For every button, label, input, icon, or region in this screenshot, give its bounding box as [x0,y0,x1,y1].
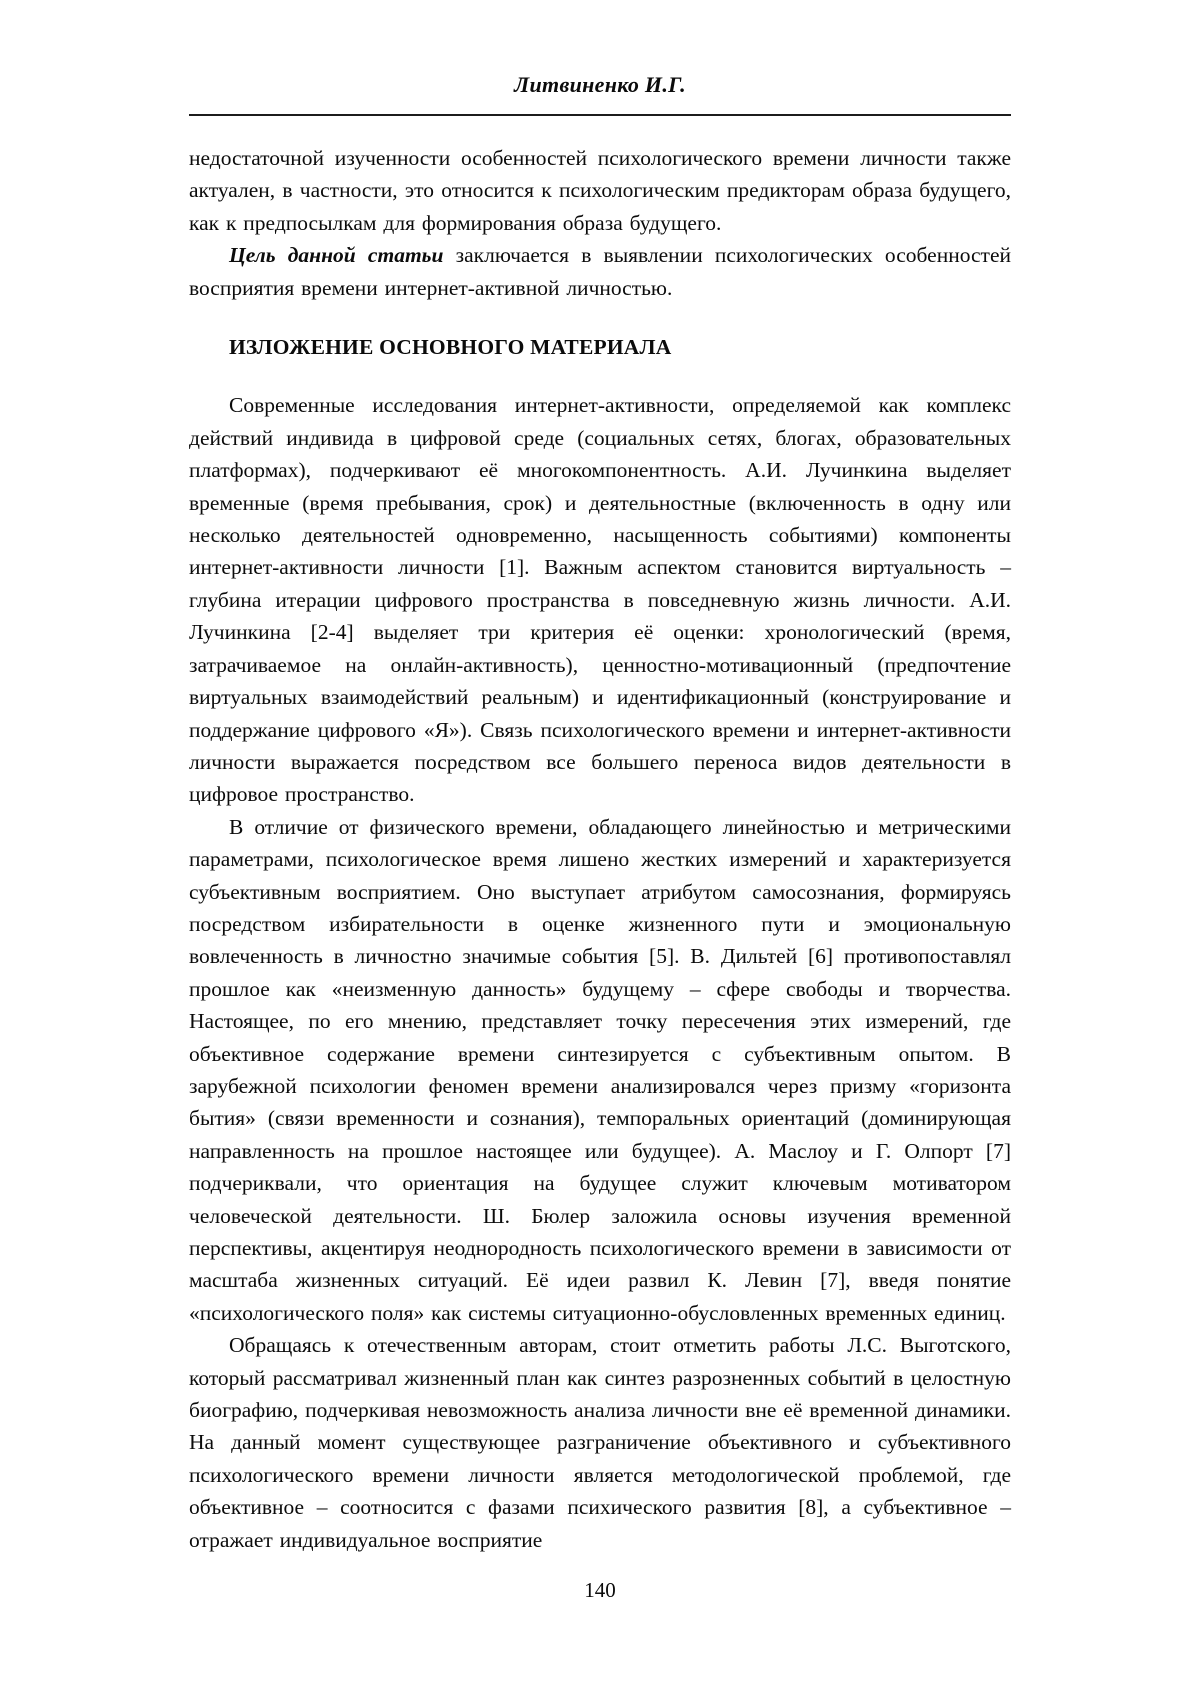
goal-paragraph-text: заключается в выявлении психологических особенностей восприятия времени интернет-активной личностью. [189,243,1011,300]
section-heading: ИЗЛОЖЕНИЕ ОСНОВНОГО МАТЕРИАЛА [229,335,672,360]
running-header [189,0,1011,98]
goal-lead-in: Цель данной статьи [229,243,444,268]
goal-paragraph [189,239,1011,304]
article-body [189,142,1011,1556]
page-number: 140 [584,1578,616,1603]
intro-paragraph-continuation: недостаточной изученности особенностей психологического времени личности также актуален, в частности, это относится к психологическим предикторам образа будущего, как к предпосылкам для формирования образа будущего. [189,146,1011,235]
header-divider [189,114,1011,116]
page-footer [189,1578,1011,1603]
author-name: Литвиненко И.Г. [514,72,686,97]
body-paragraph: В отличие от физического времени, обладающего линейностью и метрическими параметрами, психологическое время лишено жестких измерений и характеризуется субъективным восприятием. Оно выступает атрибутом самосознания, формируясь посредством избирательности в оценке жизненного пути и эмоциональную вовлеченность в личностно значимые события [5]. В. Дильтей [6] противопоставлял прошлое как «неизменную данность» будущему – сфере свободы и творчества. Настоящее, по его мнению, представляет точку пересечения этих измерений, где объективное содержание времени синтезируется с субъективным опытом. В зарубежной психологии феномен времени анализировался через призму «горизонта бытия» (связи временности и сознания), темпоральных ориентаций (доминирующая направленность на прошлое настоящее или будущее). А. Маслоу и Г. Олпорт [7] подчериквали, что ориентация на будущее служит ключевым мотиватором человеческой деятельности. Ш. Бюлер заложила основы изучения временной перспективы, акцентируя неоднородность психологического времени в зависимости от масштаба жизненных ситуаций. Её идеи развил К. Левин [7], введя понятие «психологического поля» как системы ситуационно-обусловленных временных единиц. [189,814,1011,1325]
body-paragraph: Обращаясь к отечественным авторам, стоит отметить работы Л.С. Выготского, который рассматривал жизненный план как синтез разрозненных событий в целостную биографию, подчеркивая невозможность анализа личности вне её временной динамики. На данный момент существующее разграничение объективного и субъективного психологического времени личности является методологической проблемой, где объективное – соотносится с фазами психического развития [8], а субъективное – отражает индивидуальное восприятие [189,1333,1011,1552]
body-paragraph: Современные исследования интернет-активности, определяемой как комплекс действий индивида в цифровой среде (социальных сетях, блогах, образовательных платформах), подчеркивают её многокомпонентность. А.И. Лучинкина выделяет временные (время пребывания, срок) и деятельностные (включенность в одну или несколько деятельностей одновременно, насыщенность событиями) компоненты интернет-активности личности [1]. Важным аспектом становится виртуальность – глубина итерации цифрового пространства в повседневную жизнь личности. А.И. Лучинкина [2-4] выделяет три критерия её оценки: хронологический (время, затрачиваемое на онлайн-активность), ценностно-мотивационный (предпочтение виртуальных взаимодействий реальным) и идентификационный (конструирование и поддержание цифрового «Я»). Связь психологического времени и интернет-активности личности выражается посредством все большего переноса видов деятельности в цифровое пространство. [189,393,1011,807]
